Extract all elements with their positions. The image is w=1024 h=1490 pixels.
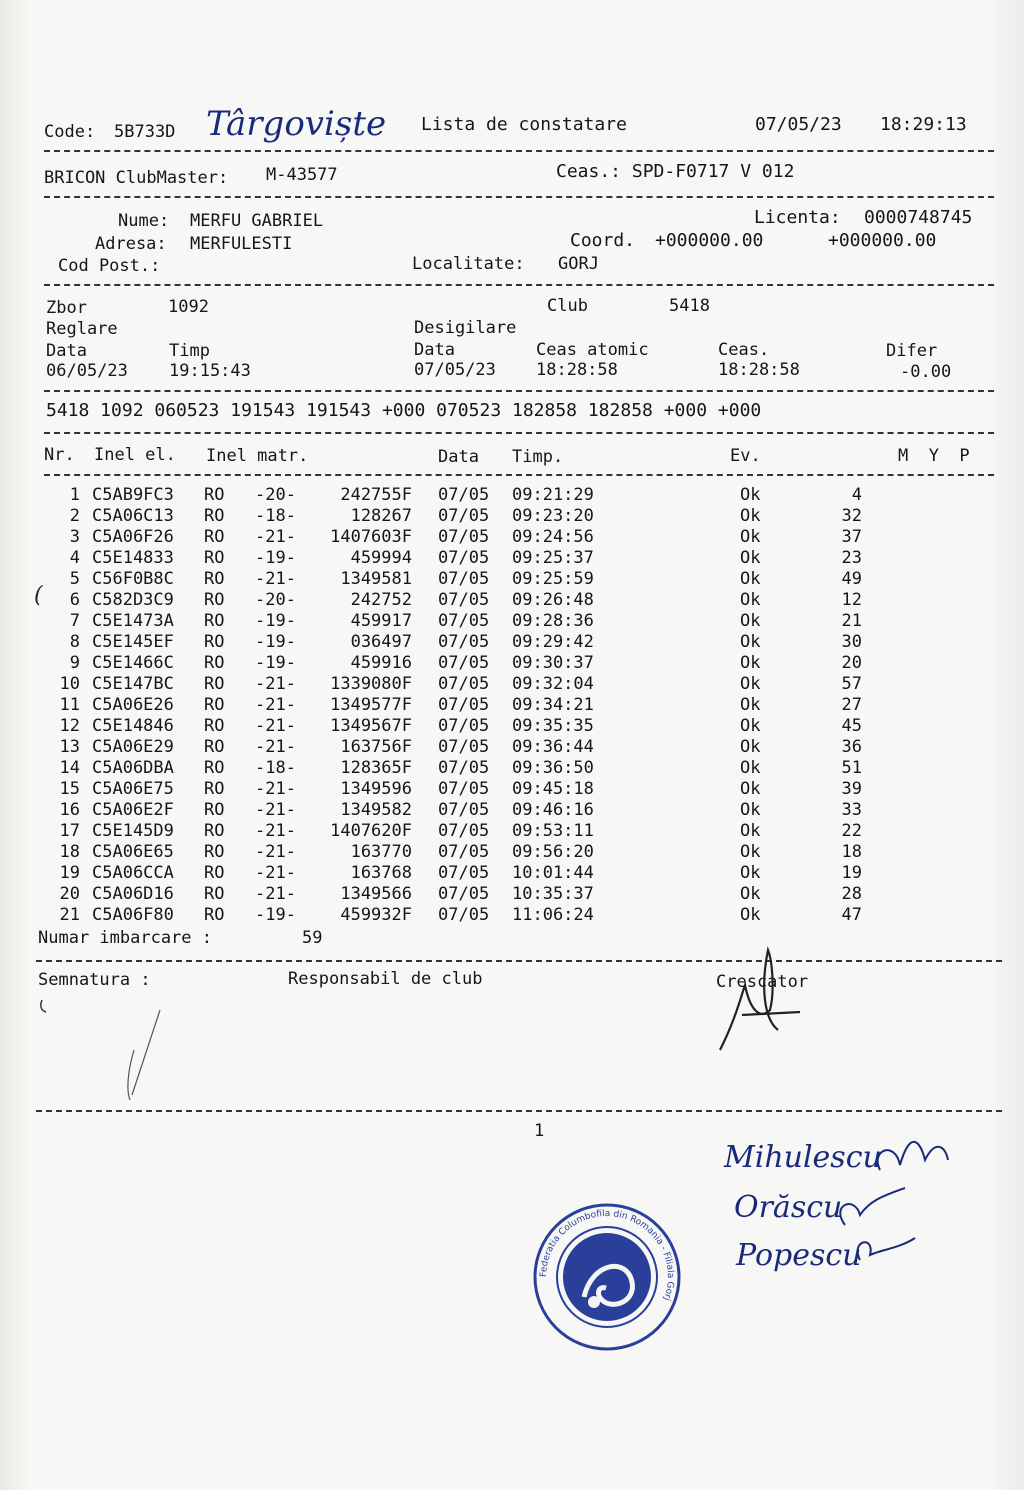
handwritten-name-2: Orăscu — [734, 1190, 843, 1225]
arrival-time: 09:46:16 — [512, 800, 594, 820]
ring-number: 163768 — [350, 863, 412, 883]
pigeon-position: 12 — [841, 590, 862, 610]
unseal-date: 07/05/23 — [414, 360, 496, 380]
ring-country: RO — [204, 737, 225, 757]
row-number: 17 — [59, 821, 80, 841]
ring-electronic: C5A06C13 — [92, 506, 174, 526]
arrival-date: 07/05 — [438, 821, 490, 841]
arrival-time: 09:29:42 — [512, 632, 594, 652]
ring-year: -21- — [255, 800, 296, 820]
ring-electronic: C5E1466C — [92, 653, 174, 673]
head-time: Timp. — [512, 447, 564, 467]
ring-country: RO — [204, 695, 225, 715]
ring-electronic: C5E147BC — [92, 674, 174, 694]
arrival-time: 09:36:50 — [512, 758, 594, 778]
arrival-date: 07/05 — [438, 674, 490, 694]
arrival-date: 07/05 — [438, 527, 490, 547]
event-status: Ok — [740, 800, 761, 820]
ring-electronic: C5E14846 — [92, 716, 174, 736]
code-value: 5B733D — [114, 122, 176, 142]
ring-country: RO — [204, 632, 225, 652]
ring-electronic: C5E145D9 — [92, 821, 174, 841]
postcode-label: Cod Post.: — [58, 256, 161, 276]
arrival-time: 09:24:56 — [512, 527, 594, 547]
arrival-time: 09:45:18 — [512, 779, 594, 799]
event-status: Ok — [740, 548, 761, 568]
pigeon-position: 20 — [841, 653, 862, 673]
ring-electronic: C56F0B8C — [92, 569, 174, 589]
ring-year: -21- — [255, 716, 296, 736]
pigeon-position: 18 — [841, 842, 862, 862]
head-nr: Nr. — [44, 445, 75, 465]
row-number: 19 — [59, 863, 80, 883]
ring-year: -19- — [255, 905, 296, 925]
atomic-label: Ceas atomic — [536, 340, 649, 360]
handwritten-name-1: Mihulescu — [724, 1140, 882, 1175]
ring-electronic: C5AB9FC3 — [92, 485, 174, 505]
arrival-date: 07/05 — [438, 506, 490, 526]
pigeon-position: 33 — [841, 800, 862, 820]
event-status: Ok — [740, 590, 761, 610]
coord-y: +000000.00 — [828, 230, 937, 251]
ring-year: -21- — [255, 695, 296, 715]
ring-country: RO — [204, 758, 225, 778]
arrival-time: 09:25:59 — [512, 569, 594, 589]
signature-label: Semnatura : — [38, 970, 151, 990]
flight-number: 1092 — [168, 297, 209, 317]
ring-year: -19- — [255, 611, 296, 631]
pigeon-position: 21 — [841, 611, 862, 631]
handwritten-name-3: Popescu — [736, 1238, 862, 1273]
ring-year: -18- — [255, 758, 296, 778]
head-ring-matr: Inel matr. — [206, 446, 309, 466]
code-label: Code: — [44, 122, 96, 142]
ring-number: 459994 — [350, 548, 412, 568]
event-status: Ok — [740, 737, 761, 757]
arrival-time: 11:06:24 — [512, 905, 594, 925]
ring-electronic: C5A06E75 — [92, 779, 174, 799]
ring-number: 242755F — [340, 485, 412, 505]
page-number: 1 — [534, 1121, 545, 1141]
ring-year: -21- — [255, 527, 296, 547]
total-label: Numar imbarcare : — [38, 928, 212, 948]
system-label: BRICON ClubMaster: — [44, 168, 229, 188]
ring-country: RO — [204, 590, 225, 610]
event-status: Ok — [740, 758, 761, 778]
arrival-time: 09:56:20 — [512, 842, 594, 862]
ring-number: 242752 — [350, 590, 412, 610]
row-number: 9 — [69, 653, 80, 673]
event-status: Ok — [740, 674, 761, 694]
arrival-date: 07/05 — [438, 737, 490, 757]
coord-label: Coord. — [570, 230, 636, 251]
row-number: 4 — [69, 548, 80, 568]
ring-country: RO — [204, 653, 225, 673]
ring-year: -20- — [255, 485, 296, 505]
pigeon-position: 47 — [841, 905, 862, 925]
pigeon-position: 45 — [841, 716, 862, 736]
set-date-label: Data — [46, 341, 87, 361]
arrival-date: 07/05 — [438, 779, 490, 799]
ring-year: -21- — [255, 779, 296, 799]
arrival-time: 09:26:48 — [512, 590, 594, 610]
event-status: Ok — [740, 884, 761, 904]
arrival-date: 07/05 — [438, 632, 490, 652]
svg-text:Federatia Columbofila din Roma: Federatia Columbofila din Romania - Filiala Gorj — [538, 1208, 676, 1302]
arrival-date: 07/05 — [438, 611, 490, 631]
ring-number: 1339080F — [330, 674, 412, 694]
club-number: 5418 — [669, 296, 710, 316]
event-status: Ok — [740, 716, 761, 736]
ring-number: 128267 — [350, 506, 412, 526]
ring-electronic: C5A06F80 — [92, 905, 174, 925]
pigeon-position: 49 — [841, 569, 862, 589]
divider — [36, 1110, 1002, 1112]
total-value: 59 — [302, 928, 323, 948]
ring-country: RO — [204, 569, 225, 589]
system-id: M-43577 — [266, 165, 338, 185]
locality-label: Localitate: — [412, 254, 525, 274]
ring-number: 036497 — [350, 632, 412, 652]
row-number: 1 — [69, 485, 80, 505]
handwritten-mark: ( — [34, 583, 43, 608]
arrival-time: 09:21:29 — [512, 485, 594, 505]
head-date: Data — [438, 447, 479, 467]
row-number: 10 — [59, 674, 80, 694]
pigeon-position: 57 — [841, 674, 862, 694]
ring-electronic: C5E14833 — [92, 548, 174, 568]
ring-year: -18- — [255, 506, 296, 526]
event-status: Ok — [740, 527, 761, 547]
set-time-label: Timp — [169, 341, 210, 361]
ring-country: RO — [204, 842, 225, 862]
arrival-time: 09:28:36 — [512, 611, 594, 631]
row-number: 11 — [59, 695, 80, 715]
row-number: 8 — [69, 632, 80, 652]
ring-number: 163770 — [350, 842, 412, 862]
row-number: 7 — [69, 611, 80, 631]
event-status: Ok — [740, 842, 761, 862]
setting-label: Reglare — [46, 319, 118, 339]
ring-year: -20- — [255, 590, 296, 610]
arrival-date: 07/05 — [438, 569, 490, 589]
event-status: Ok — [740, 863, 761, 883]
ring-electronic: C5E1473A — [92, 611, 174, 631]
ring-country: RO — [204, 611, 225, 631]
row-number: 5 — [69, 569, 80, 589]
ring-number: 459917 — [350, 611, 412, 631]
arrival-time: 09:23:20 — [512, 506, 594, 526]
event-status: Ok — [740, 779, 761, 799]
arrival-time: 09:25:37 — [512, 548, 594, 568]
arrival-date: 07/05 — [438, 695, 490, 715]
event-status: Ok — [740, 695, 761, 715]
row-number: 18 — [59, 842, 80, 862]
ring-year: -21- — [255, 863, 296, 883]
clock-id: Ceas.: SPD-F0717 V 012 — [556, 161, 795, 182]
ring-electronic: C5A06DBA — [92, 758, 174, 778]
arrival-time: 09:35:35 — [512, 716, 594, 736]
ring-electronic: C5A06F26 — [92, 527, 174, 547]
arrival-date: 07/05 — [438, 863, 490, 883]
ring-number: 1349566 — [340, 884, 412, 904]
ring-number: 1407603F — [330, 527, 412, 547]
arrival-date: 07/05 — [438, 653, 490, 673]
ring-year: -19- — [255, 548, 296, 568]
owner-address: MERFULESTI — [190, 234, 293, 254]
ring-country: RO — [204, 800, 225, 820]
arrival-date: 07/05 — [438, 800, 490, 820]
ring-electronic: C5A06E65 — [92, 842, 174, 862]
event-status: Ok — [740, 569, 761, 589]
ring-country: RO — [204, 905, 225, 925]
official-stamp — [532, 1202, 682, 1352]
clock-time: 18:28:58 — [718, 360, 800, 380]
clock-label: Ceas. — [718, 340, 770, 360]
print-time: 18:29:13 — [880, 114, 967, 135]
flight-label: Zbor — [46, 298, 87, 318]
set-time: 19:15:43 — [169, 361, 251, 381]
arrival-date: 07/05 — [438, 485, 490, 505]
ring-electronic: C5A06E29 — [92, 737, 174, 757]
pigeon-position: 22 — [841, 821, 862, 841]
arrival-time: 09:53:11 — [512, 821, 594, 841]
pigeon-position: 51 — [841, 758, 862, 778]
arrival-date: 07/05 — [438, 758, 490, 778]
ring-country: RO — [204, 506, 225, 526]
arrival-date: 07/05 — [438, 548, 490, 568]
ring-electronic: C5A06E26 — [92, 695, 174, 715]
owner-name: MERFU GABRIEL — [190, 211, 324, 231]
club-label: Club — [547, 296, 588, 316]
head-ev: Ev. — [730, 446, 761, 466]
event-status: Ok — [740, 632, 761, 652]
arrival-time: 09:36:44 — [512, 737, 594, 757]
arrival-date: 07/05 — [438, 842, 490, 862]
handwritten-location: Târgoviște — [206, 104, 387, 144]
ring-country: RO — [204, 485, 225, 505]
ring-country: RO — [204, 863, 225, 883]
event-status: Ok — [740, 905, 761, 925]
head-ring-el: Inel el. — [94, 445, 176, 465]
arrival-time: 09:34:21 — [512, 695, 594, 715]
row-number: 16 — [59, 800, 80, 820]
arrival-time: 10:01:44 — [512, 863, 594, 883]
unseal-label: Desigilare — [414, 318, 517, 338]
ring-country: RO — [204, 527, 225, 547]
name-label: Nume: — [118, 211, 170, 231]
pigeon-position: 27 — [841, 695, 862, 715]
arrival-time: 10:35:37 — [512, 884, 594, 904]
ring-year: -21- — [255, 842, 296, 862]
pigeon-position: 28 — [841, 884, 862, 904]
row-number: 20 — [59, 884, 80, 904]
ring-number: 1349577F — [330, 695, 412, 715]
ring-year: -21- — [255, 821, 296, 841]
event-status: Ok — [740, 611, 761, 631]
unseal-date-label: Data — [414, 340, 455, 360]
locality-value: GORJ — [558, 254, 599, 274]
event-status: Ok — [740, 653, 761, 673]
coord-x: +000000.00 — [655, 230, 764, 251]
ring-country: RO — [204, 716, 225, 736]
head-myp: M Y P — [898, 446, 970, 466]
row-number: 6 — [69, 590, 80, 610]
pigeon-position: 36 — [841, 737, 862, 757]
ring-number: 459916 — [350, 653, 412, 673]
print-date: 07/05/23 — [755, 114, 842, 135]
set-date: 06/05/23 — [46, 361, 128, 381]
event-status: Ok — [740, 506, 761, 526]
licence-value: 0000748745 — [864, 207, 973, 228]
ring-number: 128365F — [340, 758, 412, 778]
pigeon-position: 30 — [841, 632, 862, 652]
event-status: Ok — [740, 821, 761, 841]
ring-electronic: C5A06CCA — [92, 863, 174, 883]
address-label: Adresa: — [95, 234, 167, 254]
ring-year: -21- — [255, 569, 296, 589]
ring-number: 163756F — [340, 737, 412, 757]
ring-year: -19- — [255, 653, 296, 673]
arrival-time: 09:32:04 — [512, 674, 594, 694]
arrival-date: 07/05 — [438, 716, 490, 736]
ring-country: RO — [204, 674, 225, 694]
diff-label: Difer — [886, 341, 938, 361]
pigeon-position: 32 — [841, 506, 862, 526]
arrival-time: 09:30:37 — [512, 653, 594, 673]
ring-country: RO — [204, 779, 225, 799]
ring-year: -21- — [255, 884, 296, 904]
row-number: 12 — [59, 716, 80, 736]
pigeon-position: 39 — [841, 779, 862, 799]
ring-number: 1349581 — [340, 569, 412, 589]
pigeon-position: 23 — [841, 548, 862, 568]
ring-number: 459932F — [340, 905, 412, 925]
row-number: 3 — [69, 527, 80, 547]
row-number: 21 — [59, 905, 80, 925]
ring-year: -19- — [255, 632, 296, 652]
ring-number: 1407620F — [330, 821, 412, 841]
arrival-date: 07/05 — [438, 884, 490, 904]
code-line: 5418 1092 060523 191543 191543 +000 070523 182858 182858 +000 +000 — [46, 400, 762, 421]
clock-diff: -0.00 — [900, 362, 952, 382]
arrival-date: 07/05 — [438, 590, 490, 610]
ring-country: RO — [204, 821, 225, 841]
document-title: Lista de constatare — [421, 114, 627, 135]
pigeon-position: 4 — [851, 485, 862, 505]
ring-electronic: C5A06D16 — [92, 884, 174, 904]
row-number: 2 — [69, 506, 80, 526]
pigeon-position: 19 — [841, 863, 862, 883]
row-number: 15 — [59, 779, 80, 799]
ring-country: RO — [204, 548, 225, 568]
ring-number: 1349596 — [340, 779, 412, 799]
ring-electronic: C5E145EF — [92, 632, 174, 652]
event-status: Ok — [740, 485, 761, 505]
ring-year: -21- — [255, 737, 296, 757]
ring-country: RO — [204, 884, 225, 904]
breeder-label: Crescator — [716, 972, 809, 992]
ring-number: 1349582 — [340, 800, 412, 820]
ring-year: -21- — [255, 674, 296, 694]
pigeon-position: 37 — [841, 527, 862, 547]
row-number: 14 — [59, 758, 80, 778]
ring-electronic: C5A06E2F — [92, 800, 174, 820]
licence-label: Licenta: — [754, 207, 841, 228]
ring-electronic: C582D3C9 — [92, 590, 174, 610]
ring-number: 1349567F — [330, 716, 412, 736]
arrival-date: 07/05 — [438, 905, 490, 925]
row-number: 13 — [59, 737, 80, 757]
club-responsible-label: Responsabil de club — [288, 969, 483, 989]
atomic-time: 18:28:58 — [536, 360, 618, 380]
